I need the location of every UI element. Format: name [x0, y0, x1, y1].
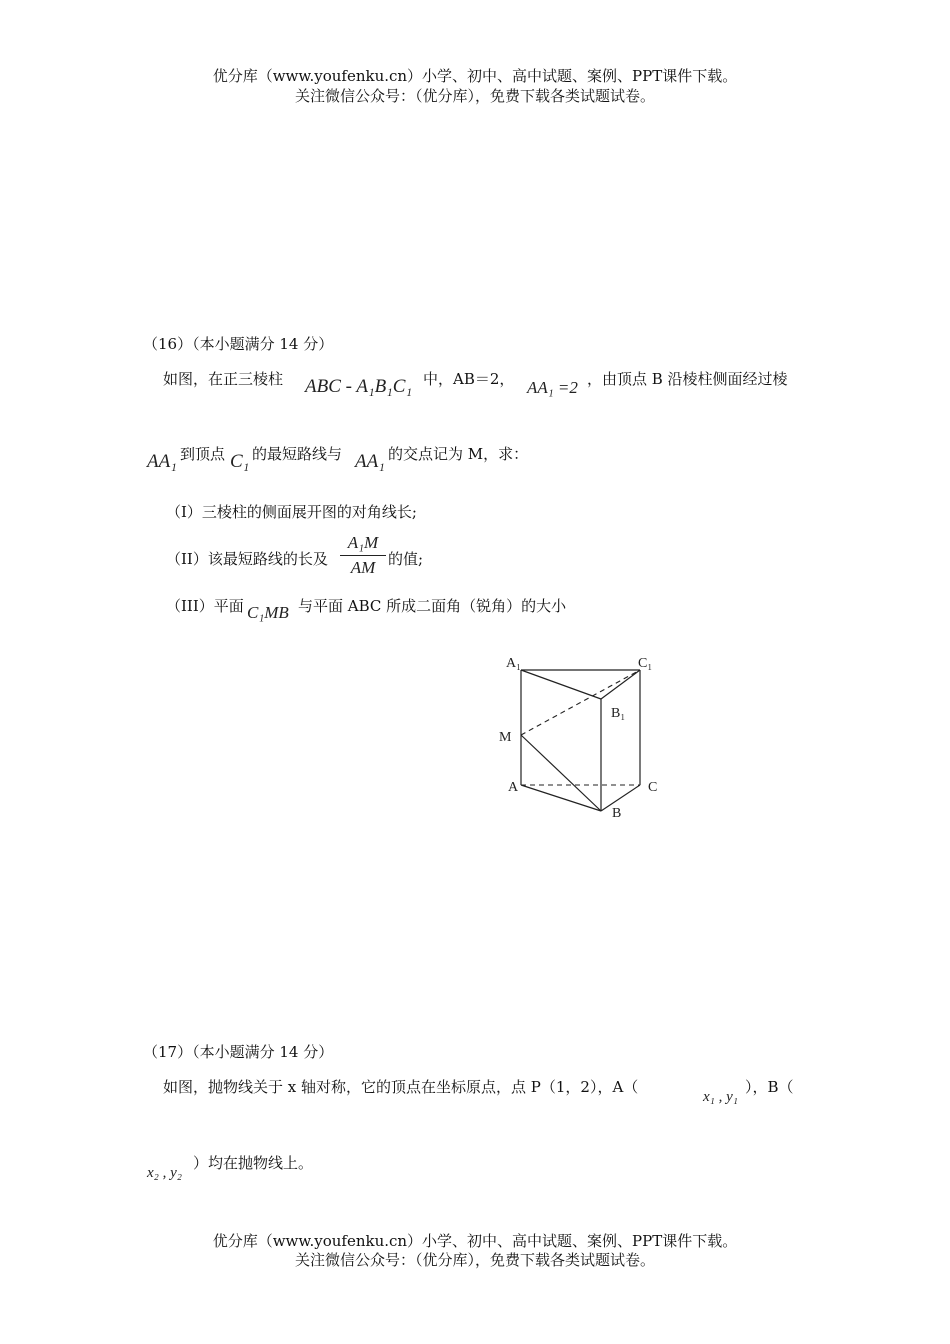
- footer-line-2: 关注微信公众号：（优分库），免费下载各类试题试卷。: [294, 1251, 655, 1269]
- q16-fraction-bar: [340, 555, 386, 556]
- label-a: A: [508, 780, 519, 795]
- q16-item-1: （I）三棱柱的侧面展开图的对角线长;: [166, 503, 417, 521]
- header-line-1: 优分库（www.youfenku.cn）小学、初中、高中试题、案例、PPT课件下载。: [212, 67, 738, 85]
- q17-title: （17）（本小题满分 14 分）: [143, 1043, 334, 1061]
- q17-text-2: ）均在抛物线上。: [193, 1154, 314, 1172]
- q16-text-1a: 如图，在正三棱柱: [163, 370, 284, 388]
- label-c: C: [648, 780, 658, 795]
- q16-item-3a: （III）平面: [166, 597, 244, 615]
- q16-aa1-a: AA₁: [147, 451, 177, 472]
- q16-item-3b: 与平面 ABC 所成二面角（锐角）的大小: [298, 597, 567, 615]
- q16-text-2b: 的最短路线与: [252, 445, 343, 463]
- path-m-b: [521, 735, 601, 811]
- edge-b1-c1: [601, 670, 640, 699]
- q16-aa1-b: AA₁: [355, 451, 385, 472]
- label-m: M: [499, 730, 512, 745]
- label-c1: C₁: [638, 656, 653, 671]
- q16-c1: C₁: [230, 451, 250, 472]
- label-b: B: [612, 806, 622, 821]
- path-m-c1-dashed: [521, 670, 640, 735]
- q16-aa1-equation: AA₁ =2: [527, 378, 578, 397]
- q16-text-1b: 中，AB＝2，: [423, 370, 515, 388]
- q17-text-1b: ），B（: [745, 1078, 794, 1096]
- q16-item-2b: 的值;: [388, 550, 424, 568]
- q16-fraction-denominator: AM: [350, 558, 376, 577]
- q17-text-1: 如图，抛物线关于 x 轴对称，它的顶点在坐标原点，点 P（1，2），A（: [163, 1078, 639, 1096]
- q16-title: （16）（本小题满分 14 分）: [143, 335, 334, 353]
- q16-text-2c: 的交点记为 M，求：: [388, 445, 529, 463]
- q16-fraction: [340, 533, 386, 578]
- q17-xy2: x₂ , y₂: [147, 1165, 182, 1181]
- q16-prism-expr: ABC - A₁B₁C₁: [305, 376, 413, 397]
- footer-line-1: 优分库（www.youfenku.cn）小学、初中、高中试题、案例、PPT课件下载。: [212, 1232, 738, 1250]
- q16-fraction-numerator: A₁M: [347, 533, 379, 552]
- label-b1: B₁: [611, 706, 626, 721]
- edge-a-b: [521, 785, 601, 811]
- header-line-2: 关注微信公众号：（优分库），免费下载各类试题试卷。: [294, 87, 655, 105]
- q16-text-1c: ，由顶点 B 沿棱柱侧面经过棱: [587, 370, 788, 388]
- q17-xy1: x₁ , y₁: [703, 1089, 738, 1105]
- label-a1: A₁: [506, 656, 521, 671]
- q16-text-2a: 到顶点: [180, 445, 226, 463]
- q16-c1mb: C₁MB: [247, 603, 289, 622]
- edge-a1-b1: [521, 670, 601, 699]
- q16-item-2a: （II）该最短路线的长及: [166, 550, 328, 568]
- prism-figure: [490, 645, 680, 825]
